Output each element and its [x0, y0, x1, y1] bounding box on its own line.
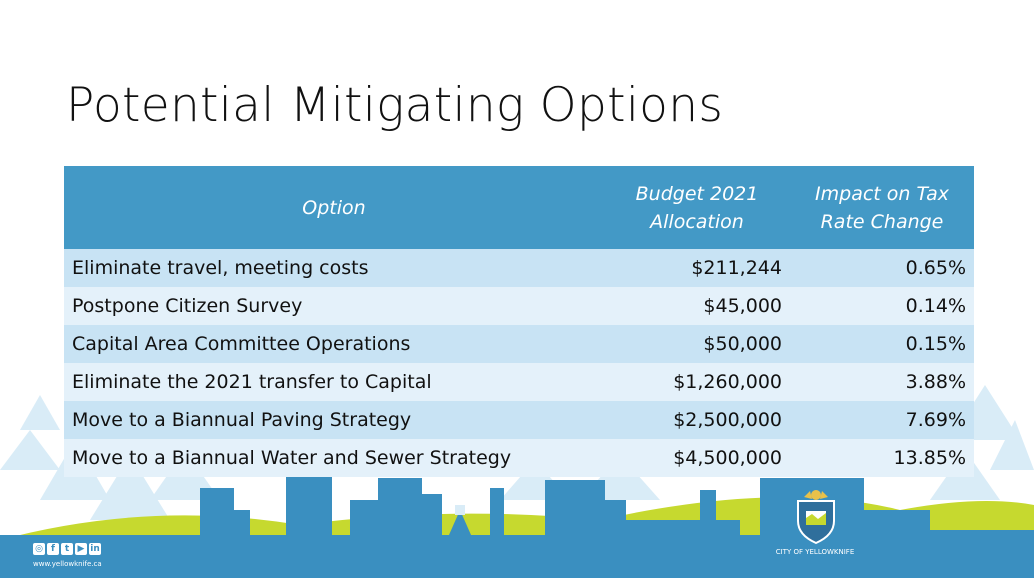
- twitter-icon[interactable]: t: [61, 543, 73, 555]
- options-table: [64, 166, 974, 477]
- instagram-icon[interactable]: ◎: [33, 543, 45, 555]
- impact-cell: 0.14%: [790, 287, 974, 325]
- budget-cell: $50,000: [604, 325, 790, 363]
- city-name: CITY OF YELLOWKNIFE: [775, 548, 855, 556]
- budget-cell: $2,500,000: [604, 401, 790, 439]
- option-cell: Postpone Citizen Survey: [64, 287, 604, 325]
- table-row: [64, 401, 974, 439]
- facebook-icon[interactable]: f: [47, 543, 59, 555]
- option-cell: Move to a Biannual Paving Strategy: [64, 401, 604, 439]
- option-cell: Move to a Biannual Water and Sewer Strategy: [64, 439, 604, 477]
- table-header-row: [64, 166, 974, 249]
- budget-cell: $211,244: [604, 249, 790, 287]
- option-cell: Capital Area Committee Operations: [64, 325, 604, 363]
- impact-cell: 13.85%: [790, 439, 974, 477]
- linkedin-icon[interactable]: in: [90, 544, 100, 554]
- option-cell: Eliminate travel, meeting costs: [64, 249, 604, 287]
- website-link[interactable]: www.yellowknife.ca: [33, 560, 102, 568]
- impact-cell: 0.65%: [790, 249, 974, 287]
- budget-cell: $1,260,000: [604, 363, 790, 401]
- table-row: [64, 439, 974, 477]
- impact-cell: 3.88%: [790, 363, 974, 401]
- table-row: [64, 287, 974, 325]
- youtube-icon[interactable]: ▶: [75, 543, 87, 555]
- option-cell: Eliminate the 2021 transfer to Capital: [64, 363, 604, 401]
- table-row: [64, 249, 974, 287]
- table-row: [64, 363, 974, 401]
- table-row: [64, 325, 974, 363]
- header-option: Option: [64, 166, 604, 249]
- impact-cell: 0.15%: [790, 325, 974, 363]
- header-impact: Impact on Tax Rate Change: [790, 166, 974, 249]
- impact-cell: 7.69%: [790, 401, 974, 439]
- budget-cell: $4,500,000: [604, 439, 790, 477]
- social-icons: [33, 543, 101, 555]
- slide-title: Potential Mitigating Options: [66, 78, 724, 133]
- city-crest-logo: [786, 487, 846, 545]
- budget-cell: $45,000: [604, 287, 790, 325]
- header-budget: Budget 2021 Allocation: [604, 166, 790, 249]
